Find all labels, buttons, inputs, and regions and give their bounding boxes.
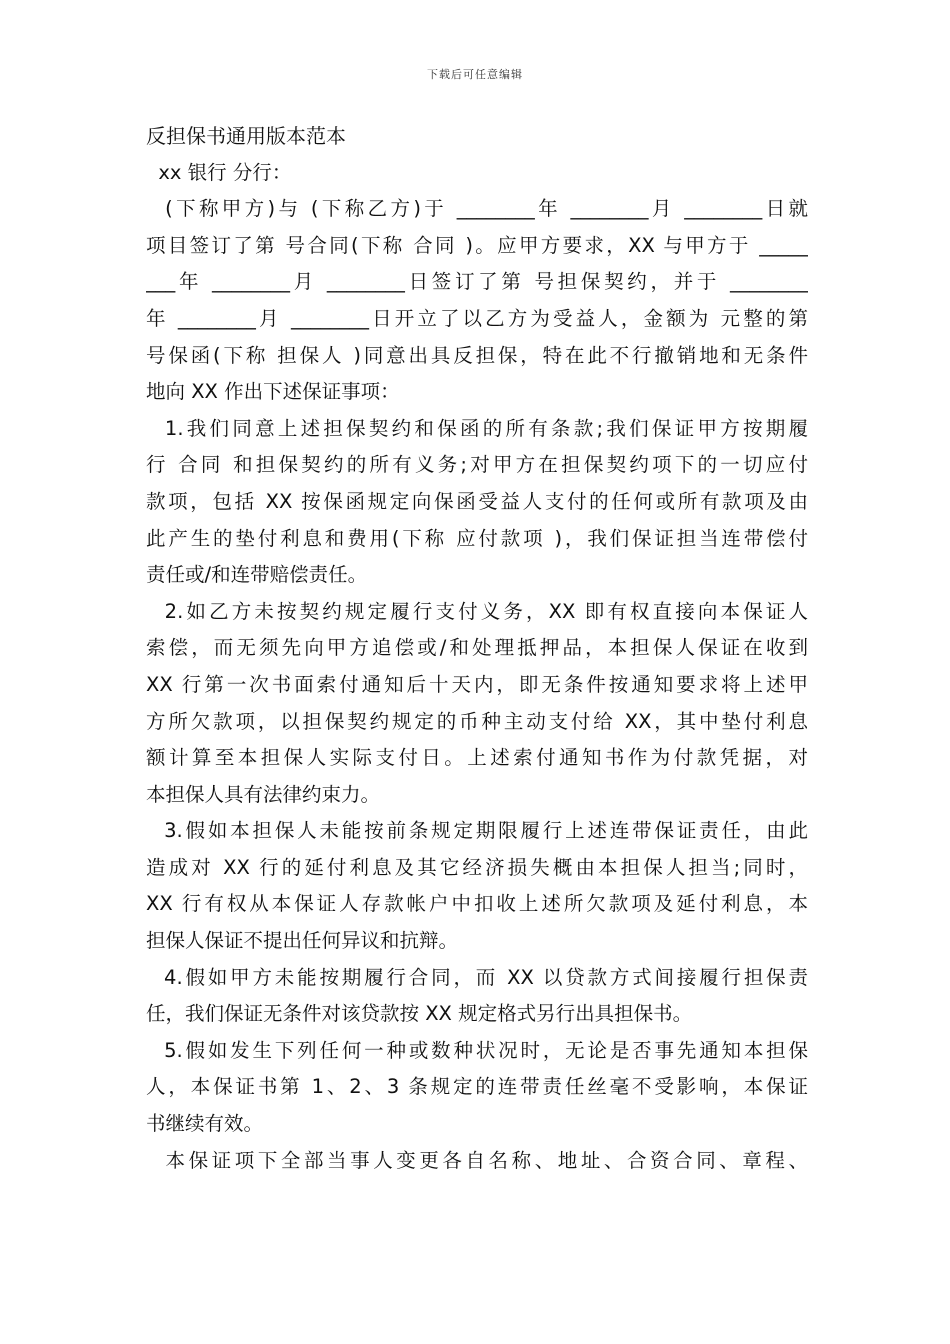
text-line: 书继续有效。 <box>146 1112 264 1136</box>
text-line: 号保函(下称 担保人 )同意出具反担保，特在此不行撤销地和无条件 <box>146 343 808 367</box>
text-line: 此产生的垫付利息和费用(下称 应付款项 )，我们保证担当连带偿付 <box>146 526 808 550</box>
text-line: 款项，包括 XX 按保函规定向保函受益人支付的任何或所有款项及由 <box>146 489 808 513</box>
text-line: 2.如乙方未按契约规定履行支付义务，XX 即有权直接向本保证人 <box>146 599 808 623</box>
text-line: 任，我们保证无条件对该贷款按 XX 规定格式另行出具担保书。 <box>146 1002 693 1026</box>
text-line: 地向 XX 作出下述保证事项： <box>146 380 400 404</box>
text-line: 额计算至本担保人实际支付日。上述索付通知书作为付款凭据，对 <box>146 746 808 770</box>
text-line: 人，本保证书第 1、2、3 条规定的连带责任丝毫不受影响，本保证 <box>146 1075 808 1099</box>
text-line: 造成对 XX 行的延付利息及其它经济损失概由本担保人担当;同时， <box>146 855 808 879</box>
text-line: 1.我们同意上述担保契约和保函的所有条款;我们保证甲方按期履 <box>146 416 808 440</box>
header-note: 下载后可任意编辑 <box>427 68 523 81</box>
document-body <box>146 118 808 1179</box>
text-line: 年 ________月 ________日开立了以乙方为受益人，金额为 元整的第 <box>146 306 808 330</box>
text-line: 4.假如甲方未能按期履行合同，而 XX 以贷款方式间接履行担保责 <box>146 965 808 989</box>
text-line: 方所欠款项，以担保契约规定的币种主动支付给 XX，其中垫付利息 <box>146 709 808 733</box>
text-line: xx 银行 分行： <box>146 160 292 184</box>
text-line: 行 合同 和担保契约的所有义务;对甲方在担保契约项下的一切应付 <box>146 453 808 477</box>
text-line: 担保人保证不提出任何异议和抗辩。 <box>146 929 459 953</box>
text-line: 本担保人具有法律约束力。 <box>146 782 381 806</box>
text-line: 索偿，而无须先向甲方追偿或/和处理抵押品，本担保人保证在收到 <box>146 636 808 660</box>
text-line: (下称甲方)与 (下称乙方)于 ________年 ________月 ________日就 <box>146 197 808 221</box>
document-title: 反担保书通用版本范本 <box>146 124 346 148</box>
text-line: ___年 ________月 ________日签订了第 号担保契约，并于 ________ <box>146 270 808 294</box>
text-line: 本保证项下全部当事人变更各自名称、地址、合资合同、章程、 <box>146 1148 808 1172</box>
text-line: 项目签订了第 号合同(下称 合同 )。应甲方要求，XX 与甲方于 _____ <box>146 233 808 257</box>
text-line: XX 行第一次书面索付通知后十天内，即无条件按通知要求将上述甲 <box>146 672 808 696</box>
text-line: XX 行有权从本保证人存款帐户中扣收上述所欠款项及延付利息，本 <box>146 892 808 916</box>
text-line: 责任或/和连带赔偿责任。 <box>146 563 368 587</box>
text-line: 5.假如发生下列任何一种或数种状况时，无论是否事先通知本担保 <box>146 1038 808 1062</box>
text-line: 3.假如本担保人未能按前条规定期限履行上述连带保证责任，由此 <box>146 819 808 843</box>
